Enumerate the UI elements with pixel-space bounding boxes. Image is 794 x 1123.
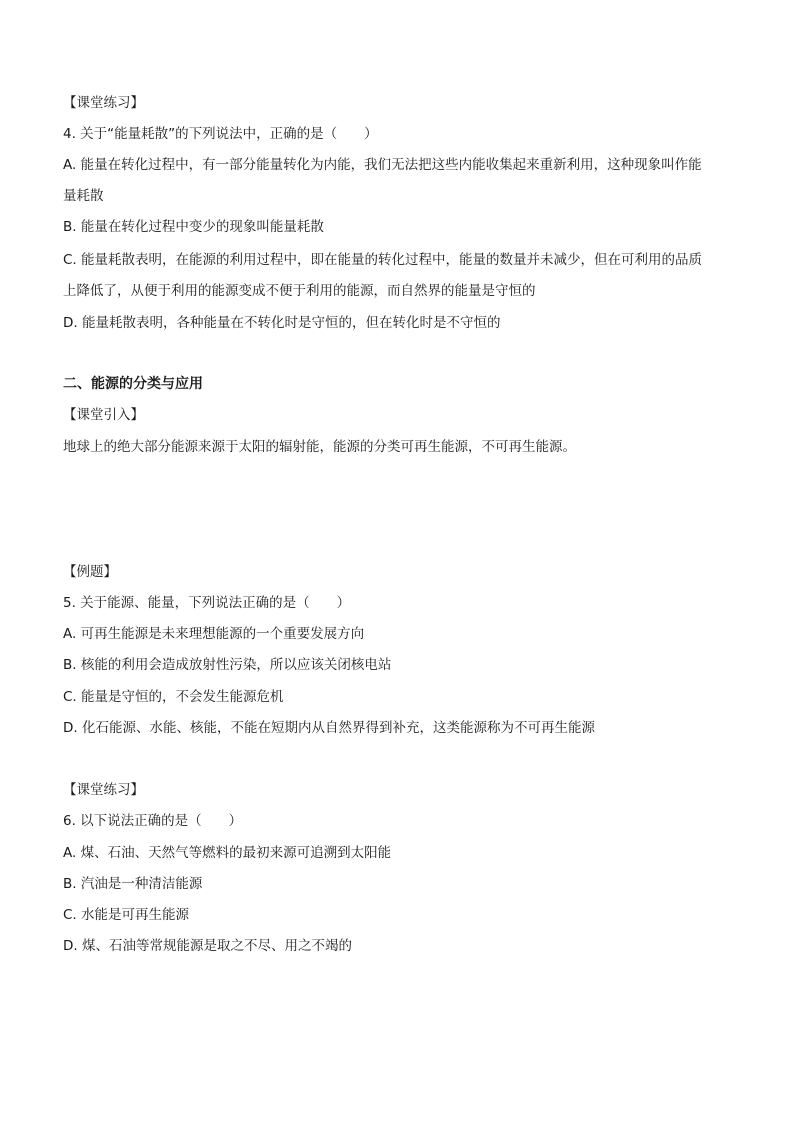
question-6-option-a: A. 煤、石油、天然气等燃料的最初来源可追溯到太阳能 bbox=[63, 845, 392, 861]
intro-label: 【课堂引入】 bbox=[63, 407, 144, 423]
question-4-option-c: C. 能量耗散表明，在能源的利用过程中，即在能量的转化过程中，能量的数量并未减少，但在可利用的品质 bbox=[63, 252, 703, 268]
question-4-option-b: B. 能量在转化过程中变少的现象叫能量耗散 bbox=[63, 219, 324, 235]
question-4-option-a-continued: 量耗散 bbox=[63, 188, 104, 204]
question-5-option-b: B. 核能的利用会造成放射性污染，所以应该关闭核电站 bbox=[63, 657, 392, 673]
question-6-stem: 6. 以下说法正确的是（ ） bbox=[63, 813, 243, 829]
intro-text: 地球上的绝大部分能源来源于太阳的辐射能，能源的分类可再生能源，不可再生能源。 bbox=[63, 439, 576, 455]
question-6-option-c: C. 水能是可再生能源 bbox=[63, 907, 190, 923]
practice-label-2: 【课堂练习】 bbox=[63, 782, 144, 798]
question-6-option-b: B. 汽油是一种清洁能源 bbox=[63, 876, 203, 892]
question-5-option-c: C. 能量是守恒的，不会发生能源危机 bbox=[63, 689, 284, 705]
section-heading-energy-classification: 二、能源的分类与应用 bbox=[63, 376, 203, 392]
question-5-stem: 5. 关于能源、能量，下列说法正确的是（ ） bbox=[63, 595, 351, 611]
question-4-option-d: D. 能量耗散表明，各种能量在不转化时是守恒的，但在转化时是不守恒的 bbox=[63, 315, 501, 331]
question-4-stem: 4. 关于“能量耗散”的下列说法中，正确的是（ ） bbox=[63, 126, 378, 142]
question-6-option-d: D. 煤、石油等常规能源是取之不尽、用之不竭的 bbox=[63, 938, 352, 954]
question-4-option-a: A. 能量在转化过程中，有一部分能量转化为内能，我们无法把这些内能收集起来重新利用，这种现象叫作能 bbox=[63, 157, 702, 173]
question-5-option-a: A. 可再生能源是未来理想能源的一个重要发展方向 bbox=[63, 626, 365, 642]
example-label: 【例题】 bbox=[63, 564, 117, 580]
question-4-option-c-continued: 上降低了，从便于利用的能源变成不便于利用的能源，而自然界的能量是守恒的 bbox=[63, 283, 536, 299]
question-5-option-d: D. 化石能源、水能、核能，不能在短期内从自然界得到补充，这类能源称为不可再生能源 bbox=[63, 720, 595, 736]
practice-label-1: 【课堂练习】 bbox=[63, 95, 144, 111]
